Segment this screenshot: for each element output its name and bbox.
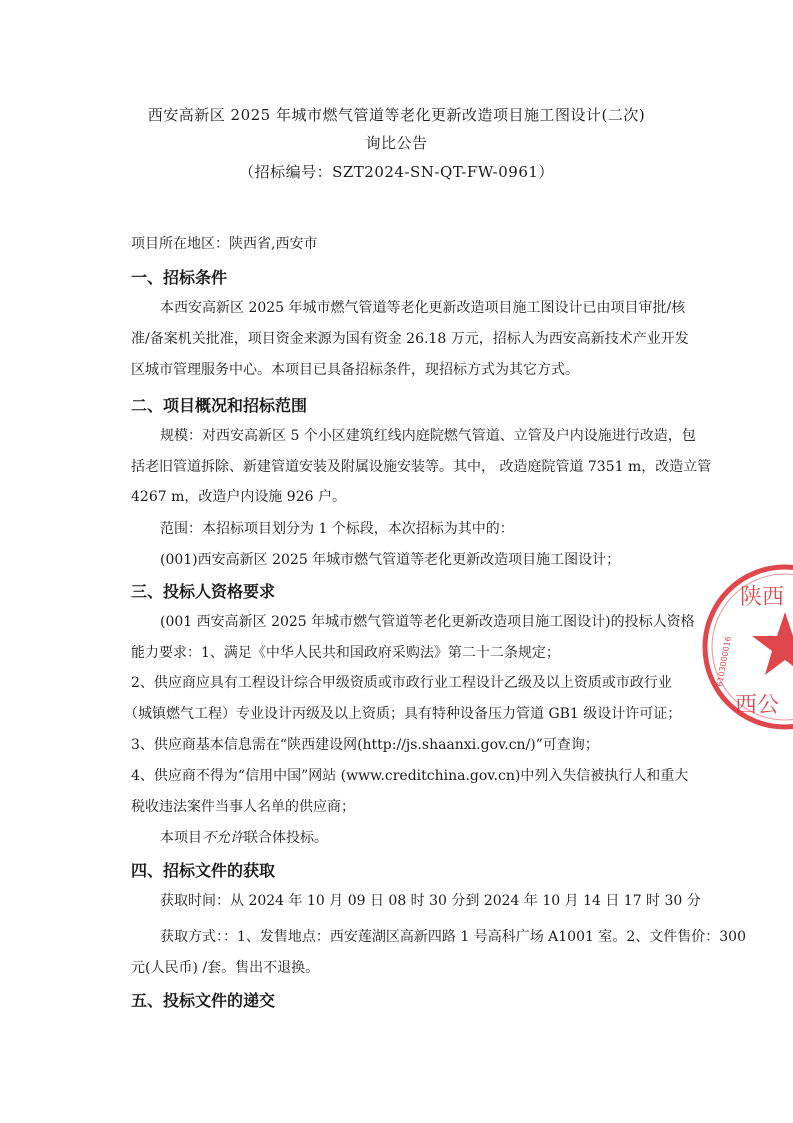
paragraph-line: 能力要求：1、满足《中华人民共和国政府采购法》第二十二条规定；	[131, 645, 560, 661]
joint-bid-note	[160, 828, 328, 848]
section-heading-4: 四、招标文件的获取	[131, 861, 276, 880]
paragraph-line: 区城市管理服务中心。本项目已具备招标条件，现招标方式为其它方式。	[131, 362, 579, 378]
paragraph-line: (001 西安高新区 2025 年城市燃气管道等老化更新改造项目施工图设计)的投标人资格	[160, 614, 695, 630]
section-heading-5: 五、投标文件的递交	[131, 991, 276, 1010]
seal-side-digits: 6103000016	[715, 635, 733, 688]
paragraph-line: 4、供应商不得为“信用中国”网站 (www.creditchina.gov.cn)中列入失信被执行人和重大	[131, 768, 689, 784]
joint-bid-suffix: 联合体投标。	[244, 830, 328, 846]
paragraph-line: 4267 m，改造户内设施 926 户。	[131, 489, 346, 505]
joint-bid-emphasis: 不允许	[202, 830, 244, 846]
paragraph-line: 元(人民币) /套。售出不退换。	[131, 960, 320, 976]
paragraph-line: 准/备案机关批准，项目资金来源为国有资金 26.18 万元，招标人为西安高新技术产业开发	[131, 331, 689, 347]
seal-top-text: 陕西	[740, 585, 785, 610]
paragraph-line: 2、供应商应具有工程设计综合甲级资质或市政行业工程设计乙级及以上资质或市政行业	[131, 675, 672, 691]
paragraph-line: 获取时间：从 2024 年 10 月 09 日 08 时 30 分到 2024 年 10 月 14 日 17 时 30 分	[160, 893, 701, 909]
joint-bid-prefix: 本项目	[160, 830, 202, 846]
paragraph-line: 范围：本招标项目划分为 1 个标段，本次招标为其中的：	[160, 521, 514, 537]
section-heading-2: 二、项目概况和招标范围	[131, 396, 308, 415]
paragraph-line: 本西安高新区 2025 年城市燃气管道等老化更新改造项目施工图设计已由项目审批/核	[160, 300, 686, 316]
section-heading-1: 一、招标条件	[131, 268, 228, 287]
paragraph-line: （城镇燃气工程）专业设计丙级及以上资质；具有特种设备压力管道 GB1 级设计许可证；	[124, 706, 682, 722]
paragraph-line: 3、供应商基本信息需在“陕西建设网(http://js.shaanxi.gov.cn/)”可查询；	[131, 737, 599, 753]
document-title: 西安高新区 2025 年城市燃气管道等老化更新改造项目施工图设计(二次)	[147, 106, 646, 124]
document-subtitle: 询比公告	[365, 134, 428, 152]
paragraph-line: 税收违法案件当事人名单的供应商；	[131, 799, 355, 815]
project-location: 项目所在地区：陕西省,西安市	[131, 236, 318, 252]
paragraph-line: 括老旧管道拆除、新建管道安装及附属设施安装等。其中， 改造庭院管道 7351 m，改造立管	[131, 459, 712, 475]
paragraph-line: (001)西安高新区 2025 年城市燃气管道等老化更新改造项目施工图设计；	[160, 552, 621, 568]
paragraph-line: 规模：对西安高新区 5 个小区建筑红线内庭院燃气管道、立管及户内设施进行改造，包	[160, 428, 696, 444]
paragraph-line: 获取方式：：1、发售地点：西安莲湖区高新四路 1 号高科广场 A1001 室。2、文件售价：300	[160, 929, 746, 945]
seal-bottom-text: 西公	[735, 693, 780, 718]
section-heading-3: 三、投标人资格要求	[131, 582, 276, 601]
tender-number: （招标编号：SZT2024-SN-QT-FW-0961）	[239, 163, 554, 181]
official-seal	[700, 562, 793, 732]
seal-star-icon	[752, 612, 793, 675]
